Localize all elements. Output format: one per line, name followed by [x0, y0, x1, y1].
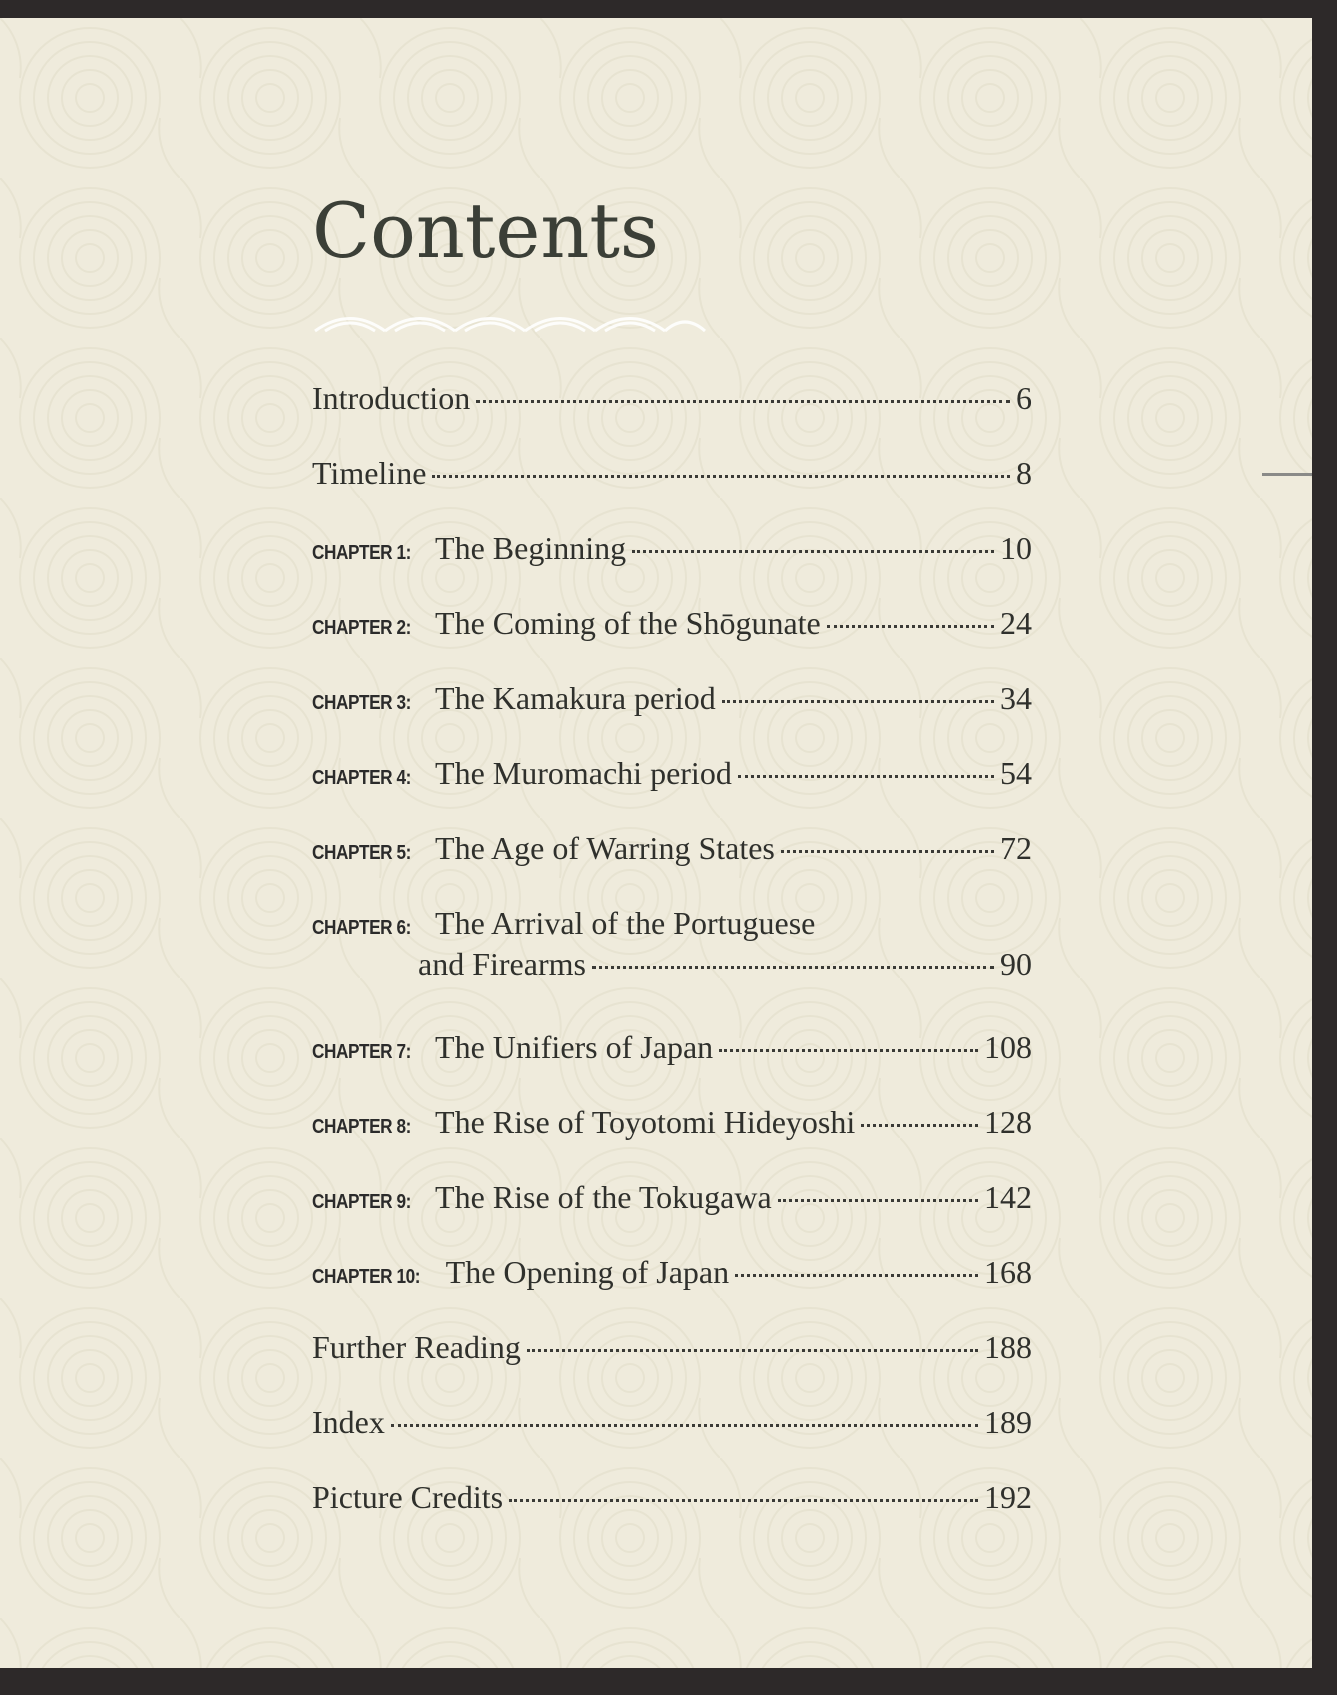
entry-label: Index — [312, 1404, 385, 1440]
book-page — [0, 18, 1312, 1668]
entry-label-block — [312, 905, 1032, 983]
page-title: Contents — [312, 186, 659, 275]
entry-page-number: 90 — [1000, 946, 1032, 982]
entry-page-number: 54 — [1000, 755, 1032, 791]
entry-page-number: 128 — [984, 1104, 1032, 1140]
chapter-number: CHAPTER 3: — [312, 692, 411, 714]
entry-page-number: 24 — [1000, 605, 1032, 641]
entry-label: The Rise of the Tokugawa — [435, 1179, 772, 1215]
chapter-number: CHAPTER 4: — [312, 767, 411, 789]
toc-entry-chapter-6[interactable] — [312, 905, 1032, 1029]
entry-page-number: 168 — [984, 1254, 1032, 1290]
entry-label: Introduction — [312, 380, 471, 416]
dot-leader — [778, 1199, 978, 1202]
toc-entry-further-reading[interactable] — [312, 1329, 1032, 1404]
chapter-number: CHAPTER 5: — [312, 842, 411, 864]
toc-entry-chapter-9[interactable] — [312, 1179, 1032, 1254]
entry-page-number: 34 — [1000, 680, 1032, 716]
entry-page-number: 108 — [984, 1029, 1032, 1065]
entry-label: The Muromachi period — [435, 755, 732, 791]
chapter-number: CHAPTER 7: — [312, 1041, 411, 1063]
entry-first-line — [312, 905, 1032, 942]
dot-leader — [476, 400, 1010, 403]
chapter-number: CHAPTER 1: — [312, 542, 411, 564]
entry-page-number: 72 — [1000, 830, 1032, 866]
toc-entry-chapter-4[interactable] — [312, 755, 1032, 830]
entry-page-number: 8 — [1016, 455, 1032, 491]
toc-entry-chapter-5[interactable] — [312, 830, 1032, 905]
dot-leader — [592, 966, 994, 969]
chapter-number: CHAPTER 10: — [312, 1266, 421, 1288]
entry-second-line — [418, 946, 1032, 983]
toc-entry-index[interactable] — [312, 1404, 1032, 1479]
entry-page-number: 189 — [984, 1404, 1032, 1440]
dot-leader — [719, 1049, 978, 1052]
dot-leader — [861, 1124, 978, 1127]
entry-label: The Opening of Japan — [445, 1254, 730, 1290]
chapter-number: CHAPTER 6: — [312, 917, 411, 939]
toc-entry-chapter-2[interactable] — [312, 605, 1032, 680]
table-of-contents — [312, 380, 1032, 1554]
chapter-number: CHAPTER 2: — [312, 617, 411, 639]
toc-entry-chapter-1[interactable] — [312, 530, 1032, 605]
chapter-number: CHAPTER 9: — [312, 1191, 411, 1213]
entry-label: The Age of Warring States — [435, 830, 775, 866]
toc-entry-chapter-8[interactable] — [312, 1104, 1032, 1179]
entry-label: Picture Credits — [312, 1479, 504, 1515]
toc-entry-picture-credits[interactable] — [312, 1479, 1032, 1554]
entry-label-continued: and Firearms — [418, 946, 586, 982]
entry-label: The Arrival of the Portuguese — [435, 905, 816, 941]
toc-entry-chapter-7[interactable] — [312, 1029, 1032, 1104]
toc-entry-timeline[interactable] — [312, 455, 1032, 530]
toc-entry-introduction[interactable] — [312, 380, 1032, 455]
page-edge-mark — [1262, 473, 1312, 476]
entry-page-number: 142 — [984, 1179, 1032, 1215]
entry-page-number: 188 — [984, 1329, 1032, 1365]
entry-label: The Kamakura period — [435, 680, 716, 716]
entry-label: Further Reading — [312, 1329, 521, 1365]
entry-label: Timeline — [312, 455, 427, 491]
toc-entry-chapter-3[interactable] — [312, 680, 1032, 755]
entry-label: The Coming of the Shōgunate — [435, 605, 821, 641]
entry-page-number: 6 — [1016, 380, 1032, 416]
dot-leader — [432, 475, 1010, 478]
entry-page-number: 192 — [984, 1479, 1032, 1515]
toc-entry-chapter-10[interactable] — [312, 1254, 1032, 1329]
dot-leader — [527, 1349, 978, 1352]
dot-leader — [391, 1424, 978, 1427]
entry-label: The Rise of Toyotomi Hideyoshi — [435, 1104, 856, 1140]
wave-ornament-icon — [310, 301, 710, 341]
entry-label: The Beginning — [435, 530, 627, 566]
dot-leader — [632, 550, 994, 553]
chapter-number: CHAPTER 8: — [312, 1116, 411, 1138]
entry-page-number: 10 — [1000, 530, 1032, 566]
entry-label: The Unifiers of Japan — [435, 1029, 714, 1065]
dot-leader — [827, 625, 994, 628]
dot-leader — [781, 850, 994, 853]
dot-leader — [722, 700, 994, 703]
dot-leader — [738, 775, 994, 778]
dot-leader — [509, 1499, 978, 1502]
dot-leader — [735, 1274, 978, 1277]
